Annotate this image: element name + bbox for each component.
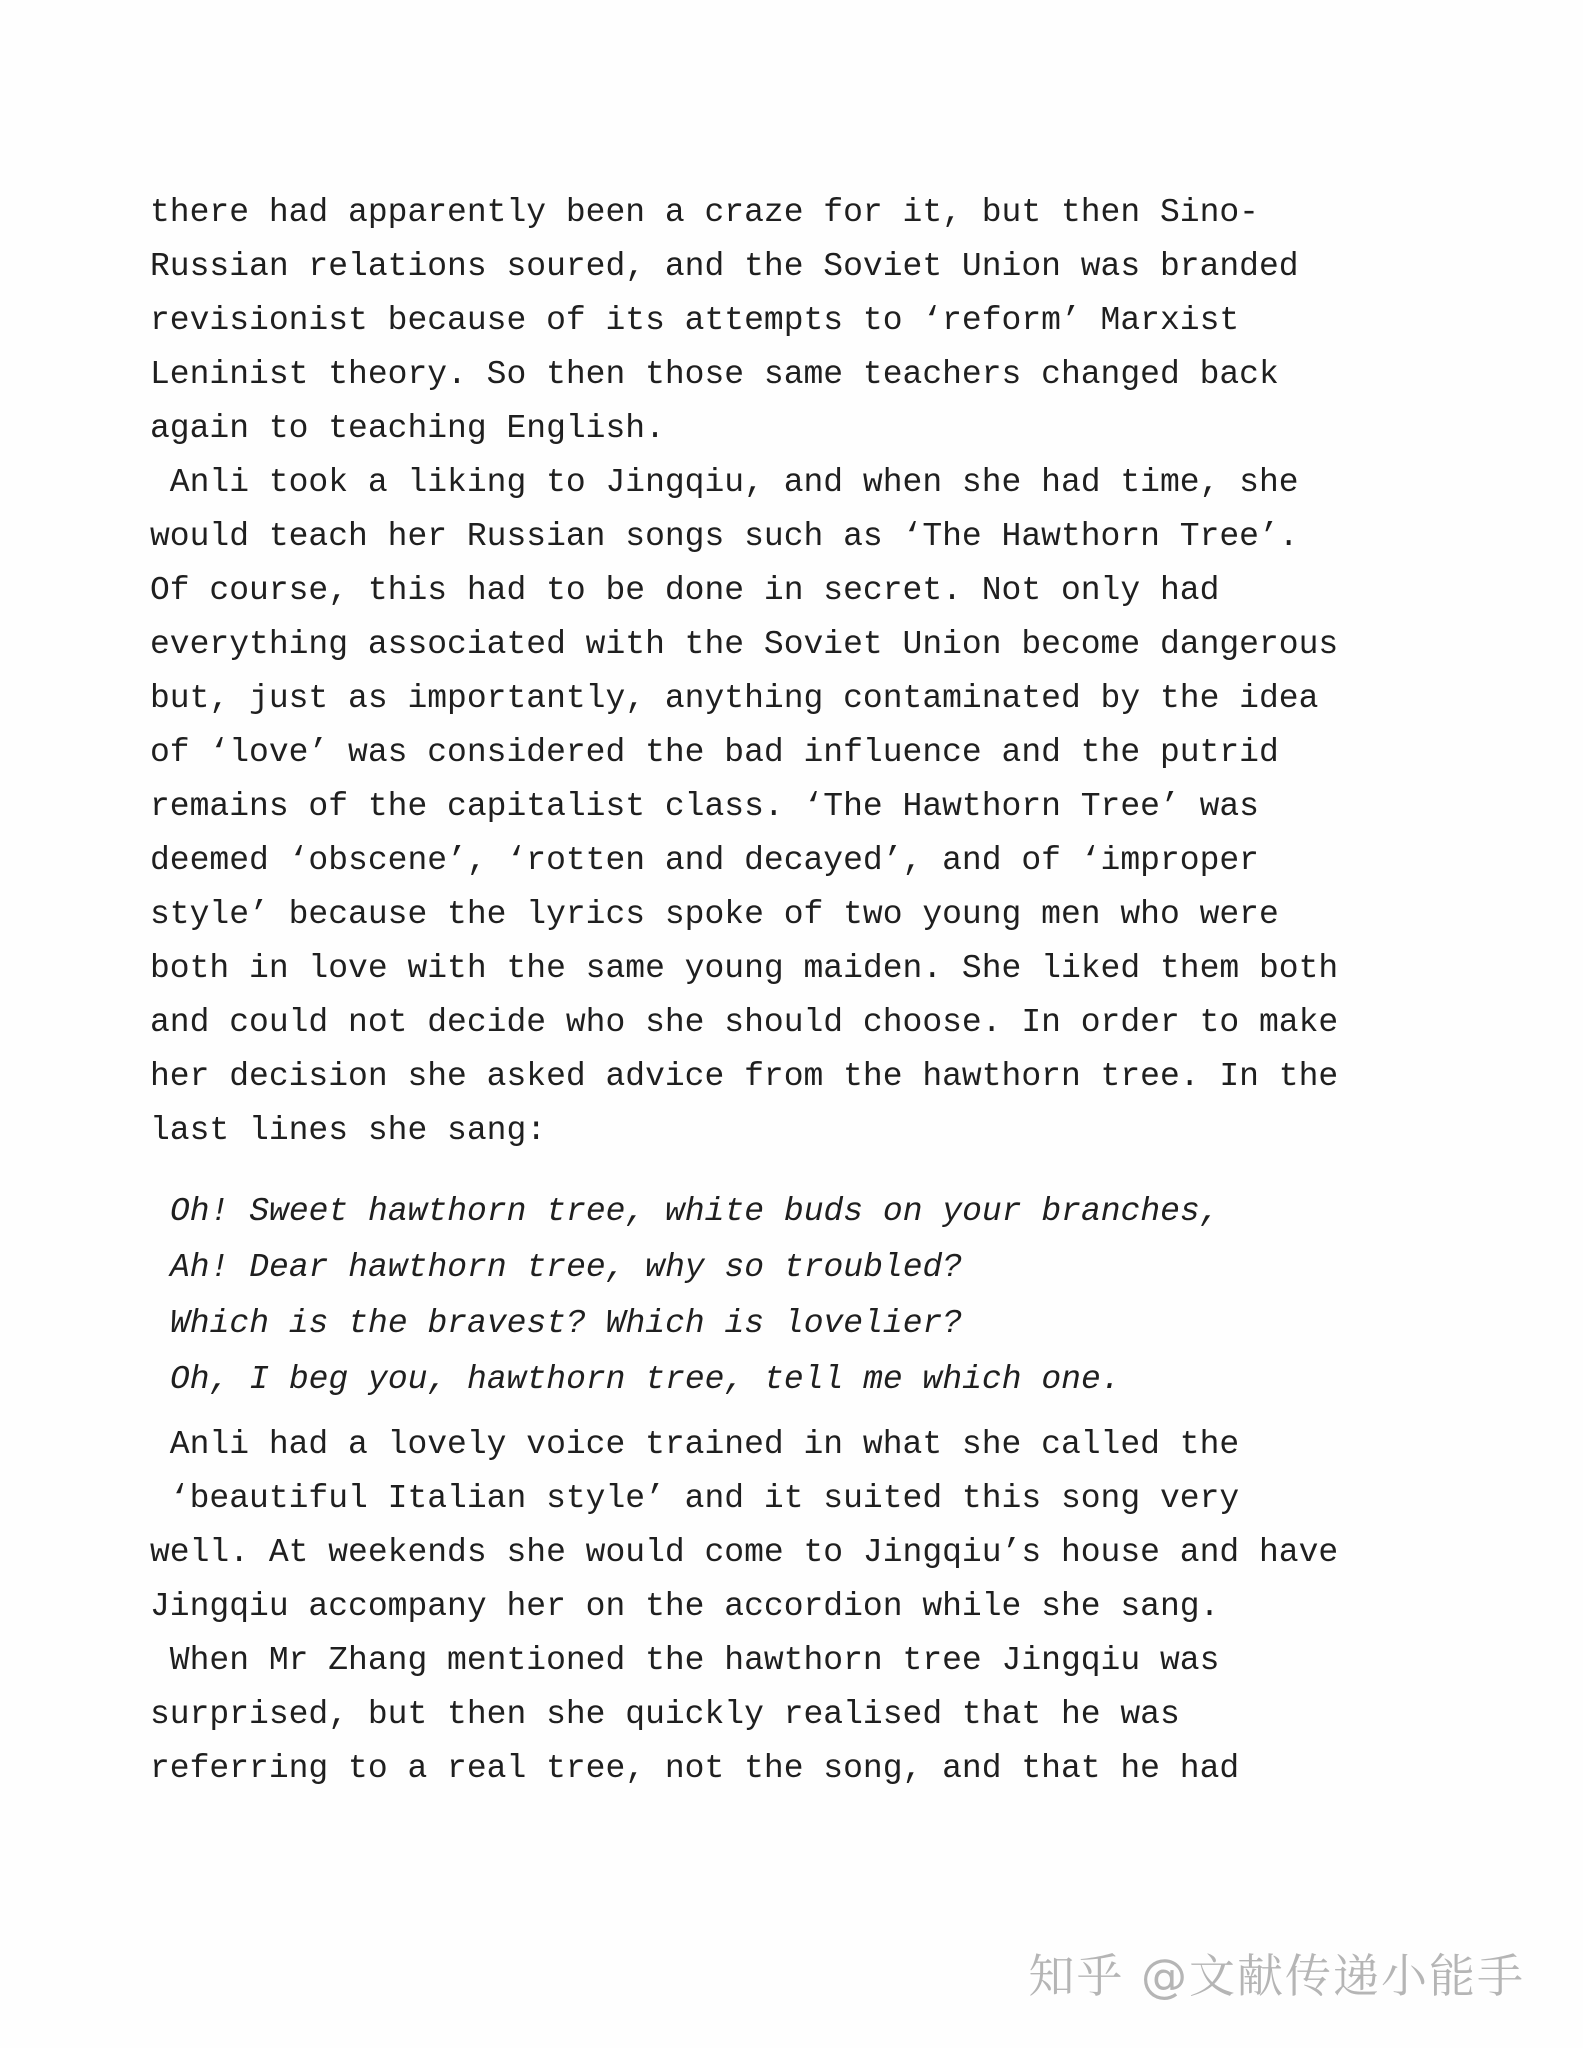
- lyric-line: Which is the bravest? Which is lovelier?: [170, 1305, 963, 1342]
- text-line: surprised, but then she quickly realised that he was: [150, 1696, 1180, 1733]
- text-line: style’ because the lyrics spoke of two young men who were: [150, 896, 1279, 933]
- text-line: Of course, this had to be done in secret. Not only had: [150, 572, 1220, 609]
- text-line: Leninist theory. So then those same teachers changed back: [150, 356, 1279, 393]
- song-lyrics-stanza: [150, 1184, 1480, 1408]
- text-line: revisionist because of its attempts to ‘reform’ Marxist: [150, 302, 1240, 339]
- lyric-line: Oh! Sweet hawthorn tree, white buds on your branches,: [170, 1193, 1220, 1230]
- paragraph-4: [150, 1634, 1480, 1796]
- text-line: remains of the capitalist class. ‘The Hawthorn Tree’ was: [150, 788, 1259, 825]
- paragraph-3: [150, 1418, 1480, 1634]
- text-line: there had apparently been a craze for it, but then Sino-: [150, 194, 1259, 231]
- page-text-block: [150, 186, 1480, 1796]
- text-line: Jingqiu accompany her on the accordion while she sang.: [150, 1588, 1220, 1625]
- text-line: but, just as importantly, anything contaminated by the idea: [150, 680, 1319, 717]
- paragraph-2: [150, 456, 1480, 1158]
- text-line: referring to a real tree, not the song, and that he had: [150, 1750, 1240, 1787]
- text-line: again to teaching English.: [150, 410, 665, 447]
- zhihu-watermark: 知乎 @文献传递小能手: [1028, 1949, 1525, 2003]
- text-line: Anli took a liking to Jingqiu, and when she had time, she: [150, 464, 1299, 501]
- text-line: ‘beautiful Italian style’ and it suited this song very: [150, 1480, 1240, 1517]
- text-line: When Mr Zhang mentioned the hawthorn tree Jingqiu was: [150, 1642, 1220, 1679]
- text-line: Russian relations soured, and the Soviet Union was branded: [150, 248, 1299, 285]
- text-line: last lines she sang:: [150, 1112, 547, 1149]
- lyric-line: Ah! Dear hawthorn tree, why so troubled?: [170, 1249, 963, 1286]
- text-line: deemed ‘obscene’, ‘rotten and decayed’, and of ‘improper: [150, 842, 1259, 879]
- paragraph-1: [150, 186, 1480, 456]
- text-line: Anli had a lovely voice trained in what she called the: [150, 1426, 1240, 1463]
- text-line: both in love with the same young maiden. She liked them both: [150, 950, 1339, 987]
- text-line: well. At weekends she would come to Jingqiu’s house and have: [150, 1534, 1339, 1571]
- text-line: of ‘love’ was considered the bad influence and the putrid: [150, 734, 1279, 771]
- text-line: everything associated with the Soviet Union become dangerous: [150, 626, 1339, 663]
- lyric-line: Oh, I beg you, hawthorn tree, tell me which one.: [170, 1361, 1121, 1398]
- text-line: her decision she asked advice from the hawthorn tree. In the: [150, 1058, 1339, 1095]
- text-line: would teach her Russian songs such as ‘The Hawthorn Tree’.: [150, 518, 1299, 555]
- text-line: and could not decide who she should choose. In order to make: [150, 1004, 1339, 1041]
